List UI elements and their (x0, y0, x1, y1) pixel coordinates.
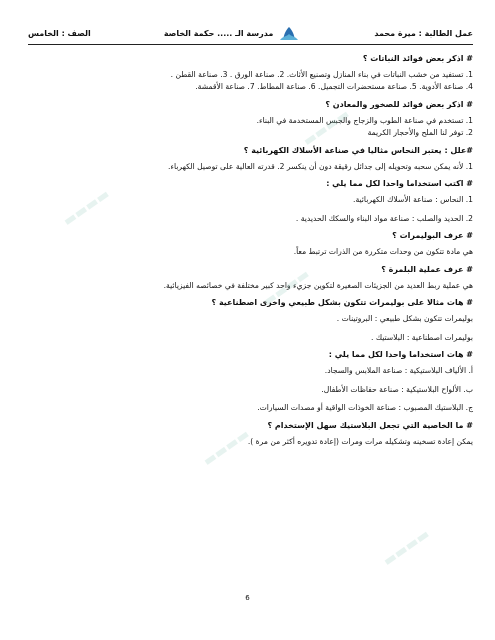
answer-line: هي مادة تتكون من وحدات متكررة من الذرات ترتبط معاً. (293, 247, 473, 257)
header-divider (28, 44, 473, 45)
watermark-mark: ▬▬▬▬ (260, 266, 313, 310)
answer-line: يمكن إعادة تسخينه وتشكيله مرات ومرات (إعادة تدويره أكثر من مرة ). (247, 436, 473, 446)
answer-line: هي عملية ربط العديد من الجزيئات الصغيرة لتكوين جزيء واحد كبير مختلفة في خصائصه الفيزيائية. (163, 280, 473, 290)
answer-line: بوليمرات تتكون بشكل طبيعي : البروتينات . (336, 314, 473, 324)
watermark-mark: ▬▬▬▬ (60, 186, 113, 230)
question-heading: #علل : يعتبر النحاس مثاليا في صناعة الأسلاك الكهربائية ؟ (243, 145, 473, 155)
answer-line: 1. تستفيد من خشب النباتات في بناء المنازل وتصنيع الأثاث. 2. صناعة الورق . 3. صناعة القطن . (170, 70, 473, 79)
answer-line: ج. البلاستيك المصبوب : صناعة الخوذات الواقية أو مصدات السيارات. (257, 403, 473, 413)
answer-line: ب. الألواح البلاستيكية : صناعة حفاظات الأطفال. (321, 384, 473, 394)
question-heading: # هات مثالا على بوليمرات تتكون بشكل طبيعي واخرى اصطناعية ؟ (211, 298, 473, 308)
worksheet-content (30, 46, 473, 449)
question-heading: # اكتب استخداما واحدا لكل مما يلي : (326, 179, 473, 189)
answer-line: 4. صناعة الأدوية. 5. صناعة مستحضرات التجميل. 6. صناعة المطاط. 7. صناعة الأقمشة. (195, 82, 473, 92)
school-logo-icon (277, 25, 301, 41)
question-heading: # اذكر بعض فوائد للصخور والمعادن ؟ (325, 99, 473, 109)
answer-line: 2. الحديد والصلب : صناعة مواد البناء والسكك الحديدية . (295, 213, 473, 223)
student-name: عمل الطالبة : ميرة محمد (374, 28, 473, 38)
answer-line: 1. تستخدم في صناعة الطوب والزجاج والجبس المستخدمة في البناء. (256, 115, 473, 125)
watermark-mark: ▬▬▬▬ (300, 106, 353, 150)
answer-line: 1. النحاس : صناعة الأسلاك الكهربائية. (353, 195, 473, 205)
watermark-mark: ▬▬▬▬ (380, 526, 433, 570)
question-heading: # هات استخداما واحدا لكل مما يلي : (328, 350, 473, 360)
answer-line: أ. الألياف البلاستيكية : صناعة الملابس والسجاد. (324, 366, 473, 376)
school-name: مدرسة الـ ..... حكمة الخاصة (163, 28, 274, 38)
school-group (164, 25, 301, 41)
question-heading: # عرف عملية البلمرة ؟ (381, 264, 473, 274)
grade-label: الصف : الخامس (28, 28, 91, 38)
question-heading: # ما الخاصية التي تجعل البلاستيك سهل الإستخدام ؟ (267, 420, 473, 430)
question-heading: # اذكر بعض فوائد النباتات ؟ (362, 54, 473, 63)
answer-line: بوليمرات اصطناعية : البلاستيك . (371, 332, 473, 342)
page-number: 6 (245, 594, 250, 602)
answer-line: 1. لأنه يمكن سحبه وتحويله إلى جدائل رقيقة دون أن ينكسر 2. قدرته العالية على توصيل الكهرباء. (167, 161, 473, 171)
watermark-mark: ▬▬▬▬ (200, 426, 253, 470)
answer-line: 2. توفر لنا الملح والأحجار الكريمة (367, 128, 473, 138)
page-header (28, 22, 473, 44)
question-heading: # عرف البوليمرات ؟ (392, 231, 473, 241)
